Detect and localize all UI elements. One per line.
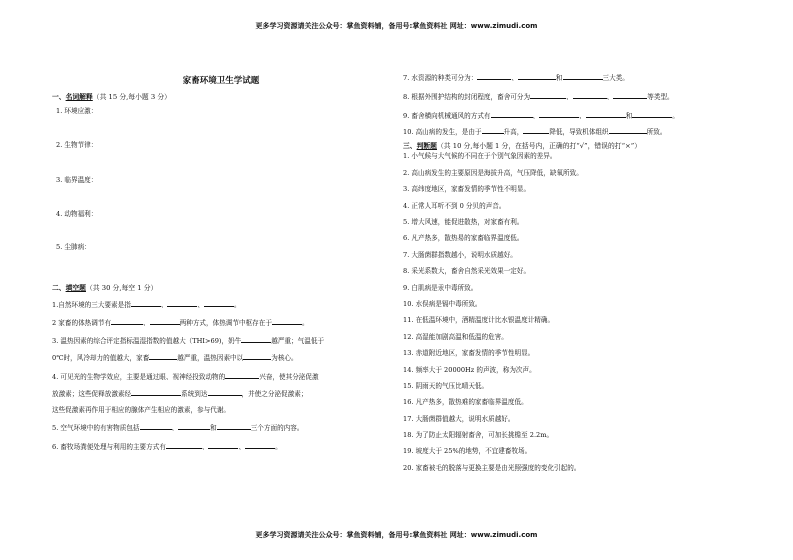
term-item: 3. 临界温度： (56, 175, 98, 184)
judgement-text: 19. 坡度大于 25%的地势，不宜建畜牧场。 (403, 447, 532, 456)
judgement-item (403, 185, 748, 193)
judgement-item (403, 415, 748, 423)
answer-blank (131, 389, 181, 396)
answer-blank (482, 127, 504, 134)
judgement-text: 5. 增大风速，能促进散热，对家畜有利。 (403, 217, 524, 226)
answer-blank (225, 372, 259, 379)
judgement-text: 12. 高湿能加剧高温和低温的危害。 (403, 332, 508, 341)
fill-question-4-cont: 放激素；这些促释放激素经 系统到达 ，并使之分泌促激素； (52, 389, 308, 398)
answer-blank (245, 442, 275, 449)
footer-banner: 更多学习资源请关注公众号：掌鱼资料铺，备用号:掌鱼资料社 网址：www.zimudi.com (255, 531, 538, 539)
judgement-item (403, 447, 748, 455)
term-item: 2. 生物节律： (56, 141, 98, 150)
answer-blank (613, 92, 647, 99)
fill-question-5: 5. 空气环境中的有害物质包括 、 和 三个方面的内容。 (52, 424, 304, 433)
answer-blank (166, 442, 202, 449)
section-2-name: 填空题 (65, 284, 86, 293)
judgement-text: 11. 在低温环境中，酒精温度计比水银温度计精确。 (403, 316, 555, 325)
term-item: 1. 环境应激： (56, 107, 98, 116)
judgement-item (403, 284, 748, 292)
judgement-item (403, 267, 748, 275)
answer-blank (272, 318, 302, 325)
answer-blank (111, 318, 143, 325)
answer-blank (140, 423, 172, 430)
judgement-text: 17. 大肠菌群值越大，说明水质越好。 (403, 414, 515, 423)
judgement-item (403, 300, 748, 308)
fill-question-4-end: 这些促激素再作用于相应的腺体产生相应的激素，参与代谢。 (52, 406, 231, 415)
judgement-item (403, 398, 748, 406)
fill-question-2: 2 家畜的体热调节有 、 两种方式，体热调节中枢存在于 。 (52, 319, 309, 327)
judgement-text: 18. 为了防止太阳辐射畜舍，可加长挑檐至 2.2m。 (403, 431, 554, 440)
answer-blank (530, 92, 566, 99)
fill-question-7: 7. 水资源的种类可分为： 、 和 三大类。 (403, 74, 629, 82)
answer-blank (539, 111, 579, 118)
answer-blank (204, 300, 234, 307)
judgement-text: 2. 高山病发生的主要原因是海拔升高，气压降低，缺氧所致。 (403, 168, 583, 177)
answer-blank (573, 92, 607, 99)
answer-blank (491, 111, 533, 118)
judgement-list (403, 152, 748, 472)
judgement-item (403, 218, 748, 226)
answer-blank (609, 127, 647, 134)
fill-question-8: 8. 根据外围护结构的封闭程度，畜舍可分为 、 、 等类型。 (403, 93, 674, 102)
header-banner: 更多学习资源请关注公众号：掌鱼资料铺，备用号:掌鱼资料社 网址：www.zimudi.com (255, 22, 538, 30)
answer-blank (632, 111, 672, 118)
fill-question-3-cont: 0℃时，风冷却力的值越大，家畜 越严重，温热因素中以 为核心。 (52, 354, 298, 363)
answer-blank (150, 318, 180, 325)
judgement-item (403, 464, 748, 472)
answer-blank (208, 442, 238, 449)
answer-blank (241, 336, 271, 343)
judgement-text: 3. 高纬度地区，家畜发情的季节性不明显。 (403, 185, 531, 194)
judgement-text: 15. 阴雨天的气压比晴天低。 (403, 381, 489, 390)
fill-question-1: 1.自然环境的三大要素是指 、 、 。 (52, 300, 241, 309)
judgement-item (403, 251, 748, 259)
fill-question-10: 10. 高山病的发生，是由于 升高， 降低，导致机体组织 所致。 (403, 127, 667, 136)
term-item: 4. 动物福利： (56, 209, 98, 218)
judgement-item (403, 234, 748, 242)
section-3-name: 判断题 (416, 141, 437, 150)
judgement-text: 8. 采光系数大，畜舍自然采光效果一定好。 (403, 267, 531, 276)
answer-blank (131, 300, 161, 307)
judgement-text: 9. 白肌病是汞中毒所致。 (403, 283, 478, 292)
judgement-text: 4. 正常人耳听不到 0 分贝的声音。 (403, 201, 506, 210)
section-2-heading: 二、填空题（共 30 分,每空 1 分） (52, 284, 158, 293)
answer-blank (243, 353, 271, 360)
answer-blank (208, 389, 242, 396)
answer-blank (178, 423, 210, 430)
judgement-text: 6. 凡产热多，散热易的家畜临界温度低。 (403, 234, 524, 243)
judgement-text: 13. 赤道附近地区，家畜发情的季节性明显。 (403, 349, 535, 358)
fill-question-9: 9. 畜舍横向机械通风的方式有 、 、 和 。 (403, 112, 679, 121)
judgement-item (403, 382, 748, 390)
answer-blank (149, 353, 177, 360)
judgement-item (403, 316, 748, 324)
judgement-text: 10. 水俣病是镉中毒所致。 (403, 299, 482, 308)
judgement-text: 16. 凡产热多，散热难的家畜临界温度低。 (403, 398, 528, 407)
judgement-item (403, 202, 748, 210)
judgement-item (403, 169, 748, 177)
judgement-text: 20. 家畜被毛的脱落与更换主要是由光照强度的变化引起的。 (403, 463, 581, 472)
answer-blank (563, 73, 603, 80)
judgement-item (403, 152, 748, 160)
section-3-heading: 三、判断题（共 10 分,每小题 1 分，在括号内，正确的打“√”，错误的打“×”） (403, 141, 642, 150)
answer-blank (217, 423, 251, 430)
judgement-text: 14. 频率大于 20000Hz 的声波，称为次声。 (403, 365, 536, 374)
right-column (403, 70, 748, 472)
fill-question-4: 4. 可见光的生物学效应，主要是通过眼、视神经投致动物的 兴奋，使其分泌促激 (52, 372, 319, 381)
page-title: 家畜环境卫生学试题 (182, 76, 260, 86)
judgement-text: 7. 大肠菌群指数越小，说明水质越好。 (403, 250, 517, 259)
left-column (52, 70, 390, 451)
fill-question-3: 3. 温热因素的综合评定指标温湿指数的值越大（THI>69)，奶牛 越严重；气温低于 (52, 337, 325, 346)
judgement-item (403, 366, 748, 374)
section-1-heading: 一、名词解释（共 15 分,每小题 3 分） (52, 92, 171, 101)
judgement-item (403, 349, 748, 357)
answer-blank (523, 127, 549, 134)
answer-blank (518, 73, 556, 80)
fill-question-6: 6. 畜牧场粪便处理与利用的主要方式有 、 、 。 (52, 442, 282, 451)
answer-blank (586, 111, 626, 118)
answer-blank (477, 73, 511, 80)
judgement-item (403, 333, 748, 341)
term-item: 5. 尘肺病： (56, 243, 91, 252)
answer-blank (167, 300, 197, 307)
judgement-text: 1. 小气候与大气候的不同在于个别气象因素的差异。 (403, 152, 557, 161)
judgement-item (403, 431, 748, 439)
section-1-name: 名词解释 (65, 92, 93, 101)
